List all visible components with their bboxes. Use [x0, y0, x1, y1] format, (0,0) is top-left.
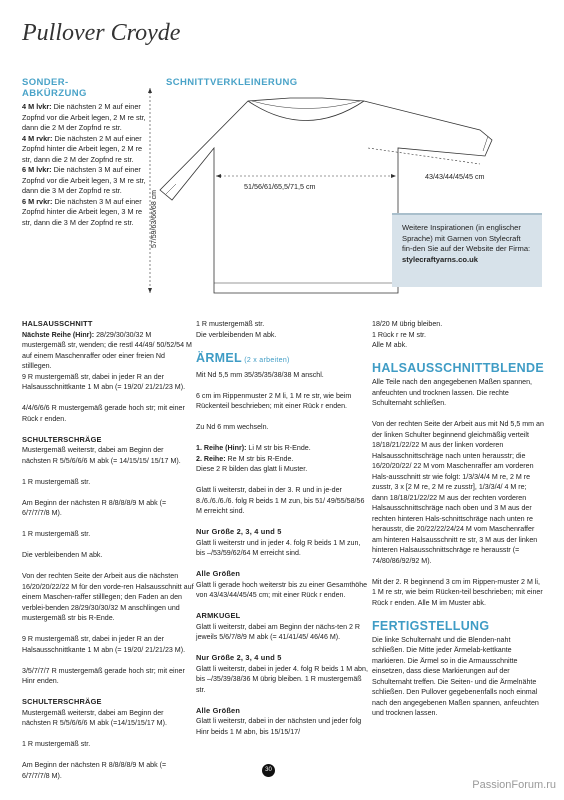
instruction-text: Glatt li weiterstr, dabei in der 3. R und in je-der 8./6./6./6./6. folg R beids 1 M zun, bis 51/ 49/55/58/56 M erreicht sind.	[196, 486, 365, 515]
cuff-line-left	[166, 184, 176, 194]
instruction-paragraph	[22, 445, 194, 466]
instruction-text: Glatt li weiterstr, dabei in der nächsten und jeder folg Hinr beids 1 M abn, bis 15/15/17/	[196, 717, 362, 736]
infobox-text: Weitere Inspirationen (in englischer Sprache) mit Garnen von Stylecraft fin-den Sie auf der Website der Firma:	[402, 223, 531, 253]
neckline-back	[252, 101, 360, 109]
abbreviation-text: Die nächsten 3 M auf einer Zopfnd hinter die Arbeit legen, 3 M re str, dann die 3 M der Zopfnd re str.	[22, 196, 143, 227]
abbreviation-term: 6 M lvkr:	[22, 165, 52, 174]
width-label: 51/56/61/65,5/71,5 cm	[244, 182, 316, 191]
height-label: 57/59/63/66/68 cm	[151, 190, 158, 248]
sidebar-heading-line: ABKÜRZUNG	[22, 88, 87, 99]
instruction-text: Glatt li weiterstr und in jeder 4. folg R beids 1 M zun, bis –/53/59/62/64 M erreicht sind.	[196, 538, 361, 557]
instruction-paragraph	[22, 760, 194, 781]
abbreviation-item	[22, 165, 152, 197]
chapter-heading	[372, 361, 544, 375]
instruction-text: Diese 2 R bilden das glatt li Muster.	[196, 465, 308, 473]
row-label: Nächste Reihe (Hinr):	[22, 330, 95, 339]
instruction-text: Li M str bis R-Ende.	[246, 444, 311, 452]
instruction-paragraph	[22, 634, 194, 655]
width-arrow-right	[391, 174, 396, 178]
instruction-text: Mit Nd 5,5 mm 35/35/35/38/38 M anschl.	[196, 370, 324, 379]
abbreviation-text: Die nächsten 2 M auf einer Zopfnd vor die Arbeit legen, 2 M re str, dann die 2 M der Zopfnd re str.	[22, 102, 146, 132]
instruction-text: 9 R mustergemäß str, dabei in jeder R an der Halsausschnittkante 1 M abn (= 19/20/ 21/21/23 M).	[22, 372, 186, 391]
page-number: 30	[262, 764, 275, 777]
instruction-paragraph	[372, 635, 544, 719]
abbreviation-item	[22, 102, 152, 134]
instruction-paragraph	[22, 708, 194, 729]
neckline	[248, 101, 364, 121]
section-heading: Alle Größen	[196, 705, 241, 715]
instruction-paragraph	[372, 319, 544, 351]
schematic-heading: SCHNITTVERKLEINERUNG	[166, 77, 298, 88]
instruction-text: 4/4/6/6/6 R mustergemäß gerade hoch str; mit einer Rück r enden.	[22, 404, 185, 423]
instruction-text: Die linke Schulternaht und die Blenden-naht schließen. Die Mitte jeder Ärmelab-kettkante markieren. Die Ärmel so in die Armausschnitte einsetzen, dass diese Markierungen auf der Schulternaht treffen. Die Seiten- und die Ärmelnähte schließen. Den Pullover gegebenenfalls noch einmal nach den angegebenen Maßen spannen, anfeuchten und trocknen lassen.	[372, 635, 539, 717]
instruction-paragraph	[196, 443, 368, 454]
instruction-paragraph	[196, 454, 368, 465]
sleeve-label: 43/43/44/45/45 cm	[425, 172, 485, 181]
instruction-text: Mustergemäß weiterstr, dabei am Beginn der nächsten R 5/5/6/6/6 M abk (= 14/15/15/ 15/17 M).	[22, 446, 181, 465]
page-title: Pullover Croyde	[22, 20, 181, 46]
instruction-text: Re M str bis R-Ende.	[225, 454, 294, 463]
instruction-paragraph	[196, 538, 368, 559]
chapter-heading	[372, 619, 544, 633]
chapter-title: ÄRMEL	[196, 350, 242, 365]
instruction-paragraph	[22, 550, 194, 561]
sidebar-heading	[22, 77, 87, 99]
height-arrow-top	[148, 88, 152, 93]
instruction-text: Alle Teile nach den angegebenen Maßen spannen, anfeuchten und trocknen lassen. Die rechte Schulternaht schließen.	[372, 378, 532, 407]
abbreviation-text: Die nächsten 2 M auf einer Zopfnd hinter die Arbeit legen, 2 M re str, dann die 2 M der Zopfnd re str.	[22, 133, 143, 164]
instruction-paragraph	[22, 529, 194, 540]
instruction-paragraph	[372, 419, 544, 566]
instruction-paragraph	[196, 664, 368, 696]
instruction-paragraph	[196, 422, 368, 433]
instruction-paragraph	[22, 571, 194, 624]
instruction-text: Von der rechten Seite der Arbeit aus die nächsten 16/20/20/22/22 M für den vorde-ren Halsausschnitt auf einem Maschen-raffer stilllegen; den Faden an den verblei-benden 28/29/30/30/32 M anschlingen und mustergemäß str bis R-Ende.	[22, 572, 194, 622]
instruction-text: Zu Nd 6 mm wechseln.	[196, 423, 269, 431]
instruction-text: 1 R mustergemäß str.	[22, 740, 91, 748]
instruction-text: 1 R mustergemäß str.	[22, 530, 91, 538]
abbreviation-term: 4 M lvkr:	[22, 102, 52, 111]
instruction-text: 6 cm im Rippenmuster 2 M li, 1 M re str, wie beim Rückenteil beschrieben; mit einer Rück r enden.	[196, 391, 352, 410]
instruction-text: Mustergemäß weiterstr, dabei am Beginn der nächsten R 5/5/6/6/6 M abk (=14/15/15/17 M).	[22, 708, 167, 727]
instruction-paragraph	[196, 622, 368, 643]
instruction-text: Die verbleibenden M abk.	[22, 551, 103, 559]
width-arrow-left	[216, 174, 221, 178]
height-arrow-bottom	[148, 288, 152, 293]
instruction-paragraph	[196, 319, 368, 340]
instruction-text: Am Beginn der nächsten R 8/8/8/8/9 M abk (= 6/7/7/7/8 M).	[22, 761, 167, 780]
sidebar-abbreviations	[22, 102, 152, 228]
instruction-paragraph	[22, 330, 194, 372]
chapter-heading-text	[196, 351, 368, 368]
instruction-paragraph	[372, 377, 544, 409]
instruction-paragraph	[22, 498, 194, 519]
chapter-heading	[196, 351, 368, 368]
instruction-text: Glatt li gerade hoch weiterstr bis zu einer Gesamthöhe von 43/43/44/45/45 cm; mit einer Rück r enden.	[196, 580, 368, 599]
section-heading: Nur Größe 2, 3, 4 und 5	[196, 527, 282, 536]
abbreviation-item	[22, 134, 152, 166]
instruction-paragraph	[196, 391, 368, 412]
instruction-text: 1 R mustergemäß str.	[22, 477, 91, 486]
chapter-title: FERTIGSTELLUNG	[372, 618, 490, 633]
abbreviation-text: Die nächsten 3 M auf einer Zopfnd vor die Arbeit legen, 3 M re str, dann die 3 M der Zopfnd re str.	[22, 165, 146, 195]
instruction-paragraph	[196, 370, 368, 381]
instruction-paragraph	[372, 577, 544, 609]
section-heading: Nur Größe 2, 3, 4 und 5	[196, 653, 282, 662]
instruction-text: 3/5/7/7/7 R mustergemäß gerade hoch str; mit einer Hinr enden.	[22, 666, 185, 685]
instruction-text: Mit der 2. R beginnend 3 cm im Rippen-muster 2 M li, 1 M re str, wie beim Rücken-teil beschrieben; mit einer Rück r enden. Alle M im Muster abk.	[372, 577, 543, 607]
section-heading: Alle Größen	[196, 569, 241, 578]
instruction-paragraph	[196, 464, 368, 475]
abbreviation-term: 4 M rvkr:	[22, 133, 53, 143]
instruction-text: Von der rechten Seite der Arbeit aus mit Nd 5,5 mm an der linken Schulter beginnend gleichmäßig verteilt 18/18/21/22/22 M aus der linken vorderen Halsausschnittschräge nach unten herausstr; die 16/20/20/22/ 22 M vom Maschenraffer am vorderen Hals-ausschnitt str wie folgt: 1/3/3/4/4 M re, 2 M re zusstr, 3 x [2 M re, 2 M re zusstr], 1/3/3/4/ 4 M re; dann 18/18/21/22/22 M aus der rechten vorderen Halsausschnittschräge nach oben und 3 M aus der rechten hinteren Hals-schnittschräge nach unten re herausstr, die 20/22/22/24/24 M vom Maschenraffer am hinteren Halsausschnitt re str, 3 M aus der linken hinteren Halsausschnittschräge re herausstr (= 74/80/86/92/92 M).	[372, 420, 544, 565]
section-heading: HALSAUSSCHNITT	[22, 319, 93, 328]
instruction-text: 18/20 M übrig bleiben. 1 Rück r re M str. Alle M abk.	[372, 320, 443, 349]
column-3	[372, 319, 544, 729]
abbreviation-term: 6 M rvkr:	[22, 196, 53, 206]
infobox-link[interactable]: stylecraftyarns.co.uk	[402, 254, 478, 264]
chapter-title: HALSAUSSCHNITTBLENDE	[372, 361, 544, 375]
instruction-paragraph	[22, 477, 194, 488]
instruction-text: Glatt li weiterstr, dabei am Beginn der nächs-ten 2 R jeweils 5/6/7/8/9 M abk (= 41/41/45/ 46/46 M).	[196, 622, 361, 641]
instruction-text: 9 R mustergemäß str, dabei in jeder R an der Halsausschnittkante 1 M abn (= 19/20/ 21/21/23 M).	[22, 635, 186, 654]
column-1	[22, 319, 194, 792]
instruction-paragraph	[22, 403, 194, 424]
instruction-paragraph	[196, 485, 368, 517]
section-heading: SCHULTERSCHRÄGE	[22, 434, 102, 444]
instruction-paragraph	[196, 716, 368, 737]
instruction-text: 28/29/30/30/32 M mustergemäß str, wenden; die restl 44/49/ 50/52/54 M auf einem Maschenraffer oder einer freien Nd stilllegen.	[22, 330, 192, 370]
section-heading: SCHULTERSCHRÄGE	[22, 697, 102, 706]
abbreviation-item	[22, 197, 152, 229]
sidebar-heading-line: SONDER-	[22, 77, 69, 88]
cuff-line-right	[483, 136, 488, 151]
section-heading: ARMKUGEL	[196, 611, 241, 620]
row-label: 2. Reihe:	[196, 454, 226, 463]
instruction-text: 1 R mustergemäß str. Die verbleibenden M abk.	[196, 320, 277, 339]
instruction-text: Glatt li weiterstr, dabei in jeder 4. folg R beids 1 M abn, bis –/35/39/38/36 M übrig bleiben. 1 R mustergemäß str.	[196, 664, 368, 694]
chapter-note: (2 x arbeiten)	[241, 356, 290, 364]
instruction-paragraph	[22, 666, 194, 687]
inspiration-infobox	[392, 213, 542, 287]
instruction-text: Am Beginn der nächsten R 8/8/8/8/9 M abk (= 6/7/7/7/8 M).	[22, 498, 167, 517]
watermark: PassionForum.ru	[472, 779, 556, 791]
row-label: 1. Reihe (Hinr):	[196, 444, 247, 452]
column-2	[196, 319, 368, 748]
instruction-paragraph	[22, 739, 194, 750]
instruction-paragraph	[22, 372, 194, 393]
chapter-heading-text	[372, 619, 544, 633]
instruction-paragraph	[196, 580, 368, 601]
chapter-heading-text	[372, 361, 544, 375]
